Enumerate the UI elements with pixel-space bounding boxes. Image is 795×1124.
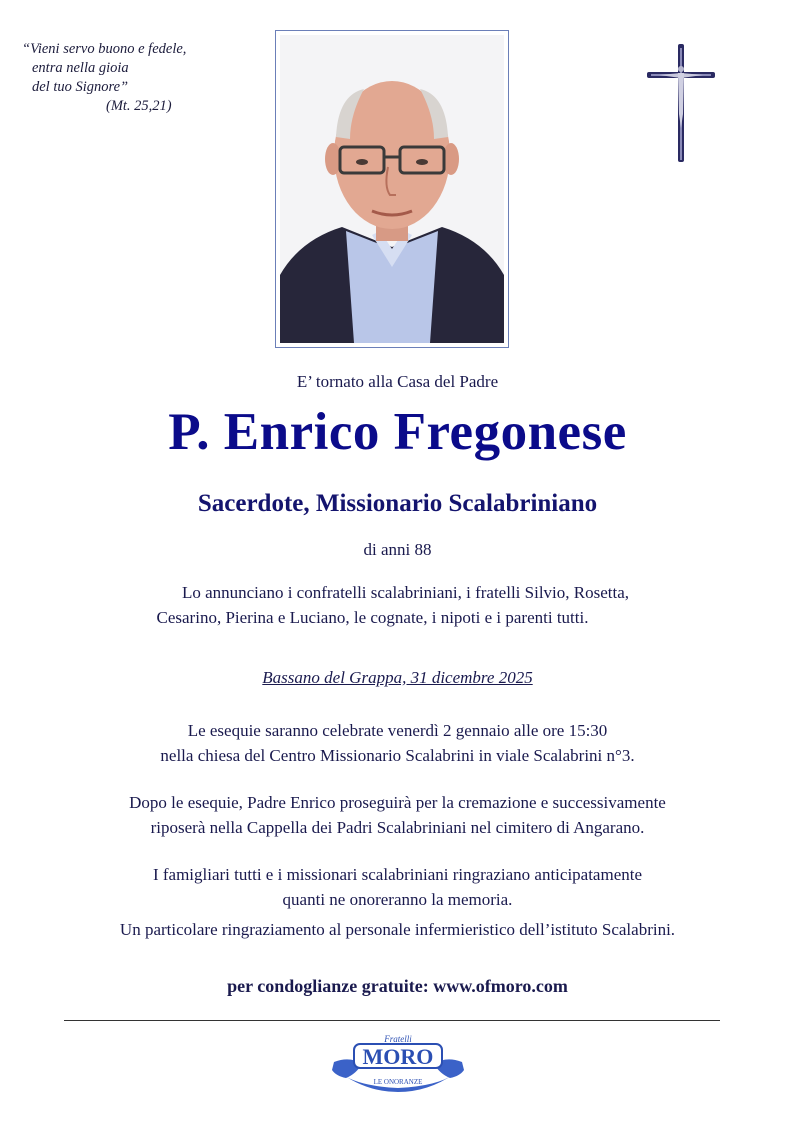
after-funeral-info xyxy=(0,790,795,840)
deceased-name: P. Enrico Fregonese xyxy=(168,403,627,461)
age-text: di anni 88 xyxy=(363,540,432,559)
family-thanks xyxy=(0,862,795,912)
funeral-line-2: nella chiesa del Centro Missionario Scalabrini in viale Scalabrini n°3. xyxy=(160,746,635,765)
quote-reference: (Mt. 25,21) xyxy=(106,98,172,114)
condolences-link[interactable]: per condoglianze gratuite: www.ofmoro.com xyxy=(227,976,568,996)
quote-line-2: entra nella gioia xyxy=(32,60,129,76)
logo-bottom-text: LE ONORANZE xyxy=(373,1078,423,1086)
quote-line-1: “Vieni servo buono e fedele, xyxy=(22,41,187,57)
place-date: Bassano del Grappa, 31 dicembre 2025 xyxy=(262,668,533,687)
thanks-line-1: I famigliari tutti e i missionari scalabriniani ringraziano anticipatamente xyxy=(152,865,643,884)
funeral-info xyxy=(0,718,795,768)
intro-text: E’ tornato alla Casa del Padre xyxy=(296,372,499,391)
announcement-line-1: Lo annunciano i confratelli scalabriniani, i fratelli Silvio, Rosetta, xyxy=(181,583,630,602)
bible-quote xyxy=(22,40,232,116)
funeral-home-logo xyxy=(328,1034,468,1098)
special-thanks: Un particolare ringraziamento al personale infermieristico dell’istituto Scalabrini. xyxy=(119,920,676,939)
funeral-line-1: Le esequie saranno celebrate venerdì 2 gennaio alle ore 15:30 xyxy=(187,721,608,740)
after-line-1: Dopo le esequie, Padre Enrico proseguirà per la cremazione e successivamente xyxy=(129,793,666,812)
after-line-2: riposerà nella Cappella dei Padri Scalabriniani nel cimitero di Angarano. xyxy=(150,818,645,837)
divider-line xyxy=(64,1020,720,1021)
thanks-line-2: quanti ne onoreranno la memoria. xyxy=(282,890,513,909)
logo-main-text: MORO xyxy=(362,1044,434,1069)
announcement xyxy=(0,580,795,630)
portrait-image xyxy=(280,35,504,343)
portrait-photo xyxy=(275,30,509,348)
quote-line-3: del tuo Signore” xyxy=(32,79,129,95)
crucifix-icon xyxy=(645,42,717,164)
deceased-title: Sacerdote, Missionario Scalabriniano xyxy=(197,490,598,517)
logo-top-text: Fratelli xyxy=(384,1034,412,1044)
announcement-line-2: Cesarino, Pierina e Luciano, le cognate, i nipoti e i parenti tutti. xyxy=(156,608,589,627)
